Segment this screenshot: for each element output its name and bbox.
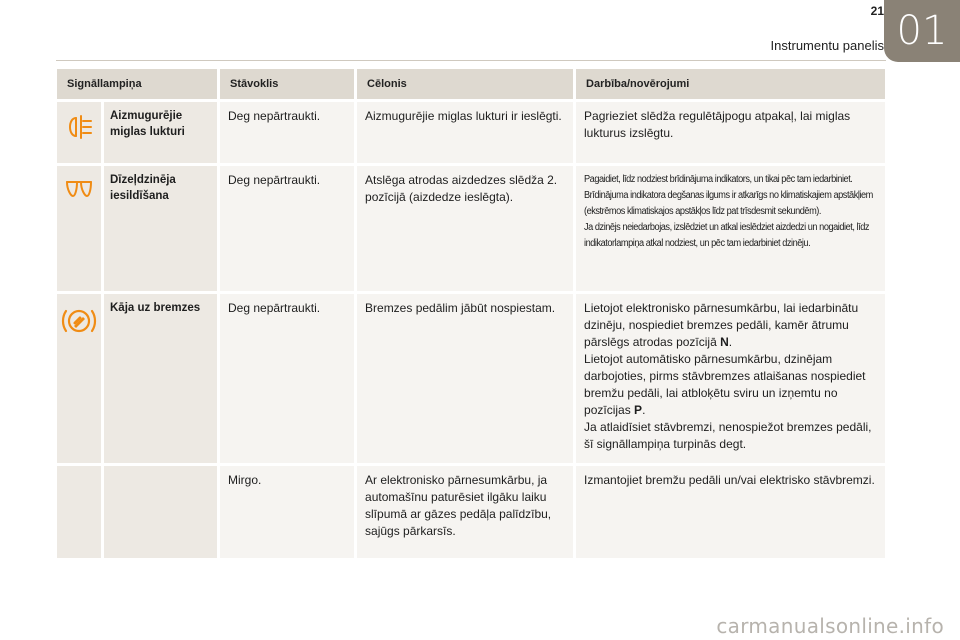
action-cell: Izmantojiet bremžu pedāli un/vai elektrisko stāvbremzi. xyxy=(573,463,885,558)
cause-cell: Ar elektronisko pārnesumkārbu, ja automašīnu paturēsiet ilgāku laiku slīpumā ar gāzes pedāļa palīdzību, sajūgs pārkarsīs. xyxy=(354,463,573,558)
column-header-action: Darbība/novērojumi xyxy=(573,69,885,99)
foot-on-brake-icon xyxy=(61,306,97,336)
icon-cell xyxy=(57,291,101,463)
action-paragraph xyxy=(584,351,877,419)
section-title: Instrumentu panelis xyxy=(770,38,884,53)
action-paragraph: Ja dzinējs neiedarbojas, izslēdziet un atkal ieslēdziet aizdedzi un nogaidiet, līdz indikatorlampiņa atkal nodziest, un pēc tam iedarbiniet dzinēju. xyxy=(584,222,870,249)
column-header-state: Stāvoklis xyxy=(217,69,354,99)
gear-position-n: N xyxy=(720,335,729,349)
gear-position-p: P xyxy=(634,403,643,417)
cause-cell: Bremzes pedālim jābūt nospiestam. xyxy=(354,291,573,463)
state-cell: Deg nepārtraukti. xyxy=(217,163,354,291)
page-header xyxy=(771,4,884,54)
light-name: Kāja uz bremzes xyxy=(101,291,217,463)
column-header-cause: Cēlonis xyxy=(354,69,573,99)
light-name: Dīzeļdzinēja iesildīšana xyxy=(101,163,217,291)
action-paragraph: Brīdinājuma indikatora degšanas ilgums ir atkarīgs no klimatiskajiem apstākļiem (ekstrēmos klimatiskajos apstākļos līdz pat trīsdesmit sekundēm). xyxy=(584,190,873,217)
action-text-narrow xyxy=(584,172,875,252)
icon-cell xyxy=(57,163,101,291)
table-row xyxy=(57,463,885,558)
action-paragraph xyxy=(584,300,877,351)
action-text: . xyxy=(728,335,733,349)
icon-cell xyxy=(57,463,101,558)
column-header-light: Signāllampiņa xyxy=(57,69,217,99)
cause-cell: Aizmugurējie miglas lukturi ir ieslēgti. xyxy=(354,99,573,163)
light-name: Aizmugurējie miglas lukturi xyxy=(101,99,217,163)
state-cell: Deg nepārtraukti. xyxy=(217,291,354,463)
table-row xyxy=(57,99,885,163)
watermark: carmanualsonline.info xyxy=(716,614,944,638)
table-header-row xyxy=(57,69,885,99)
state-cell: Mirgo. xyxy=(217,463,354,558)
action-text: Lietojot elektronisko pārnesumkārbu, lai iedarbinātu dzinēju, nospiediet bremzes pedāli, kamēr ātrumu pārslēgs atrodas pozīcijā xyxy=(584,301,859,349)
action-cell: Pagrieziet slēdža regulētājpogu atpakaļ, lai miglas lukturus izslēgtu. xyxy=(573,99,885,163)
action-text: Lietojot automātisko pārnesumkārbu, dzinējam darbojoties, pirms stāvbremzes atlaišanas nospiediet bremžu pedāli, lai atbloķētu sviru un izņemtu no pozīcijas xyxy=(584,352,866,417)
action-paragraph: Pagaidiet, līdz nodziest brīdinājuma indikators, un tikai pēc tam iedarbiniet. xyxy=(584,174,853,185)
header-divider xyxy=(56,60,886,61)
action-cell xyxy=(573,291,885,463)
action-cell xyxy=(573,163,885,291)
state-cell: Deg nepārtraukti. xyxy=(217,99,354,163)
chapter-tab: 01 xyxy=(884,0,960,62)
page-number: 21 xyxy=(870,4,884,18)
light-name xyxy=(101,463,217,558)
cause-cell: Atslēga atrodas aizdedzes slēdža 2. pozīcijā (aizdedze ieslēgta). xyxy=(354,163,573,291)
table-row xyxy=(57,163,885,291)
glow-plug-icon xyxy=(64,178,94,200)
icon-cell xyxy=(57,99,101,163)
table-row xyxy=(57,291,885,463)
warning-lights-table xyxy=(57,69,885,558)
rear-fog-light-icon xyxy=(64,114,94,140)
action-paragraph: Ja atlaidīsiet stāvbremzi, nenospiežot bremzes pedāli, šī signāllampiņa turpinās degt. xyxy=(584,420,872,451)
action-text: . xyxy=(642,403,646,417)
